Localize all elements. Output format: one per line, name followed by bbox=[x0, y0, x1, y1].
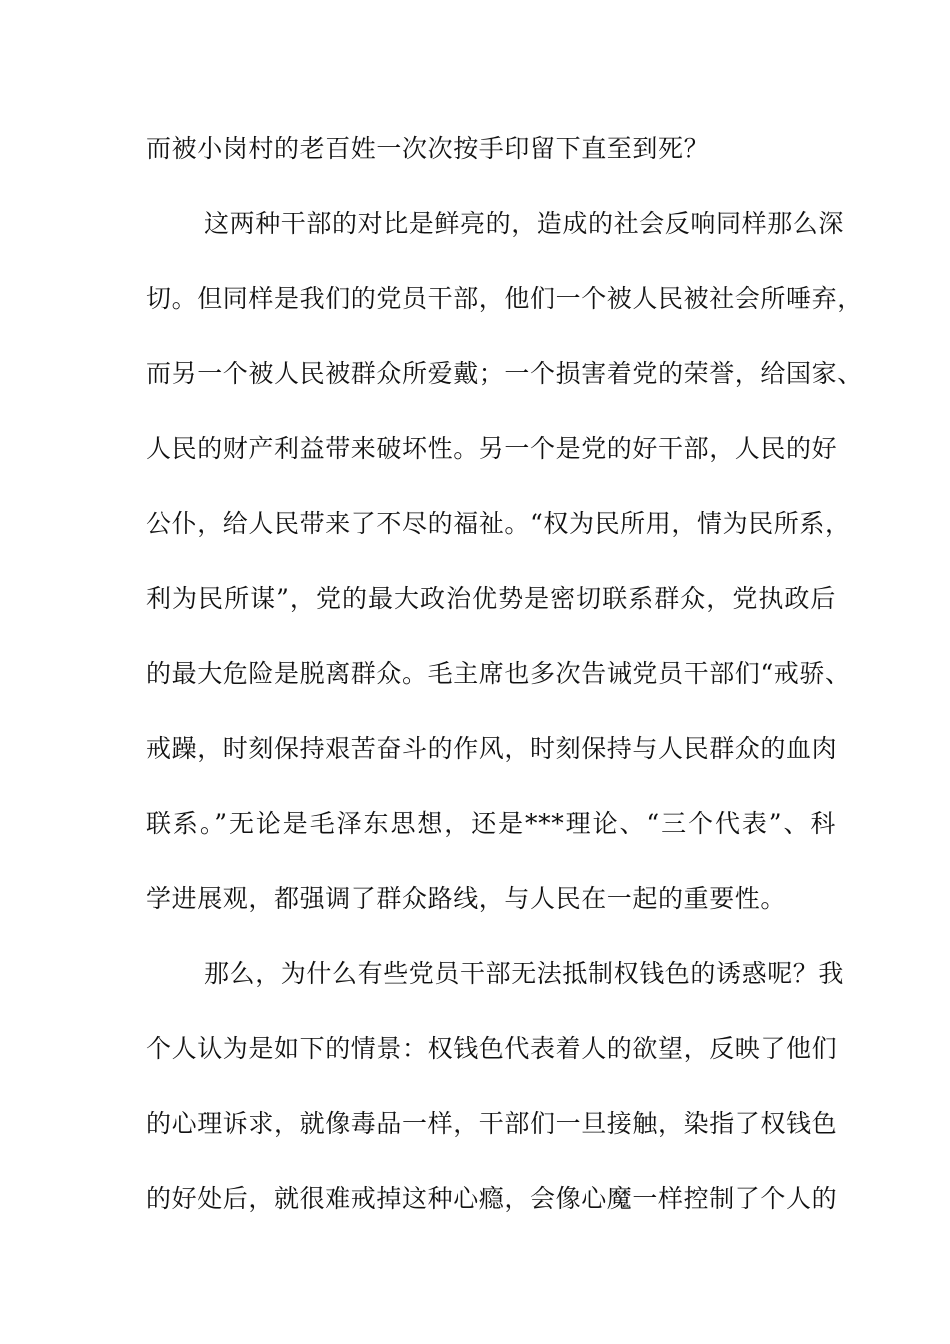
paragraph-first-line: 那么，为什么有些党员干部无法抵制权钱色的诱惑呢？我 bbox=[204, 959, 845, 988]
text-line: 人民的财产利益带来破坏性。另一个是党的好干部，人民的好 bbox=[146, 434, 838, 463]
text-line: 个人认为是如下的情景：权钱色代表着人的欲望，反映了他们 bbox=[146, 1034, 838, 1063]
text-line: 而另一个被人民被群众所爱戴；一个损害着党的荣誉，给国家、 bbox=[146, 359, 863, 388]
text-line: 学进展观，都强调了群众路线，与人民在一起的重要性。 bbox=[146, 884, 787, 913]
text-line: 利为民所谋”，党的最大政治优势是密切联系群众，党执政后 bbox=[146, 584, 836, 613]
text-line: 联系。”无论是毛泽东思想，还是***理论、“三个代表”、科 bbox=[146, 809, 836, 838]
text-line: 的好处后，就很难戒掉这种心瘾，会像心魔一样控制了个人的 bbox=[146, 1184, 838, 1213]
paragraph-first-line: 这两种干部的对比是鲜亮的，造成的社会反响同样那么深 bbox=[204, 209, 845, 238]
text-line: 切。但同样是我们的党员干部，他们一个被人民被社会所唾弃， bbox=[146, 284, 863, 313]
text-line: 的心理诉求，就像毒品一样，干部们一旦接触，染指了权钱色 bbox=[146, 1109, 838, 1138]
text-line: 而被小岗村的老百姓一次次按手印留下直至到死？ bbox=[146, 134, 710, 163]
text-line: 戒躁，时刻保持艰苦奋斗的作风，时刻保持与人民群众的血肉 bbox=[146, 734, 838, 763]
text-line: 的最大危险是脱离群众。毛主席也多次告诫党员干部们“戒骄、 bbox=[146, 659, 851, 688]
text-line: 公仆，给人民带来了不尽的福祉。“权为民所用，情为民所系， bbox=[146, 509, 851, 538]
